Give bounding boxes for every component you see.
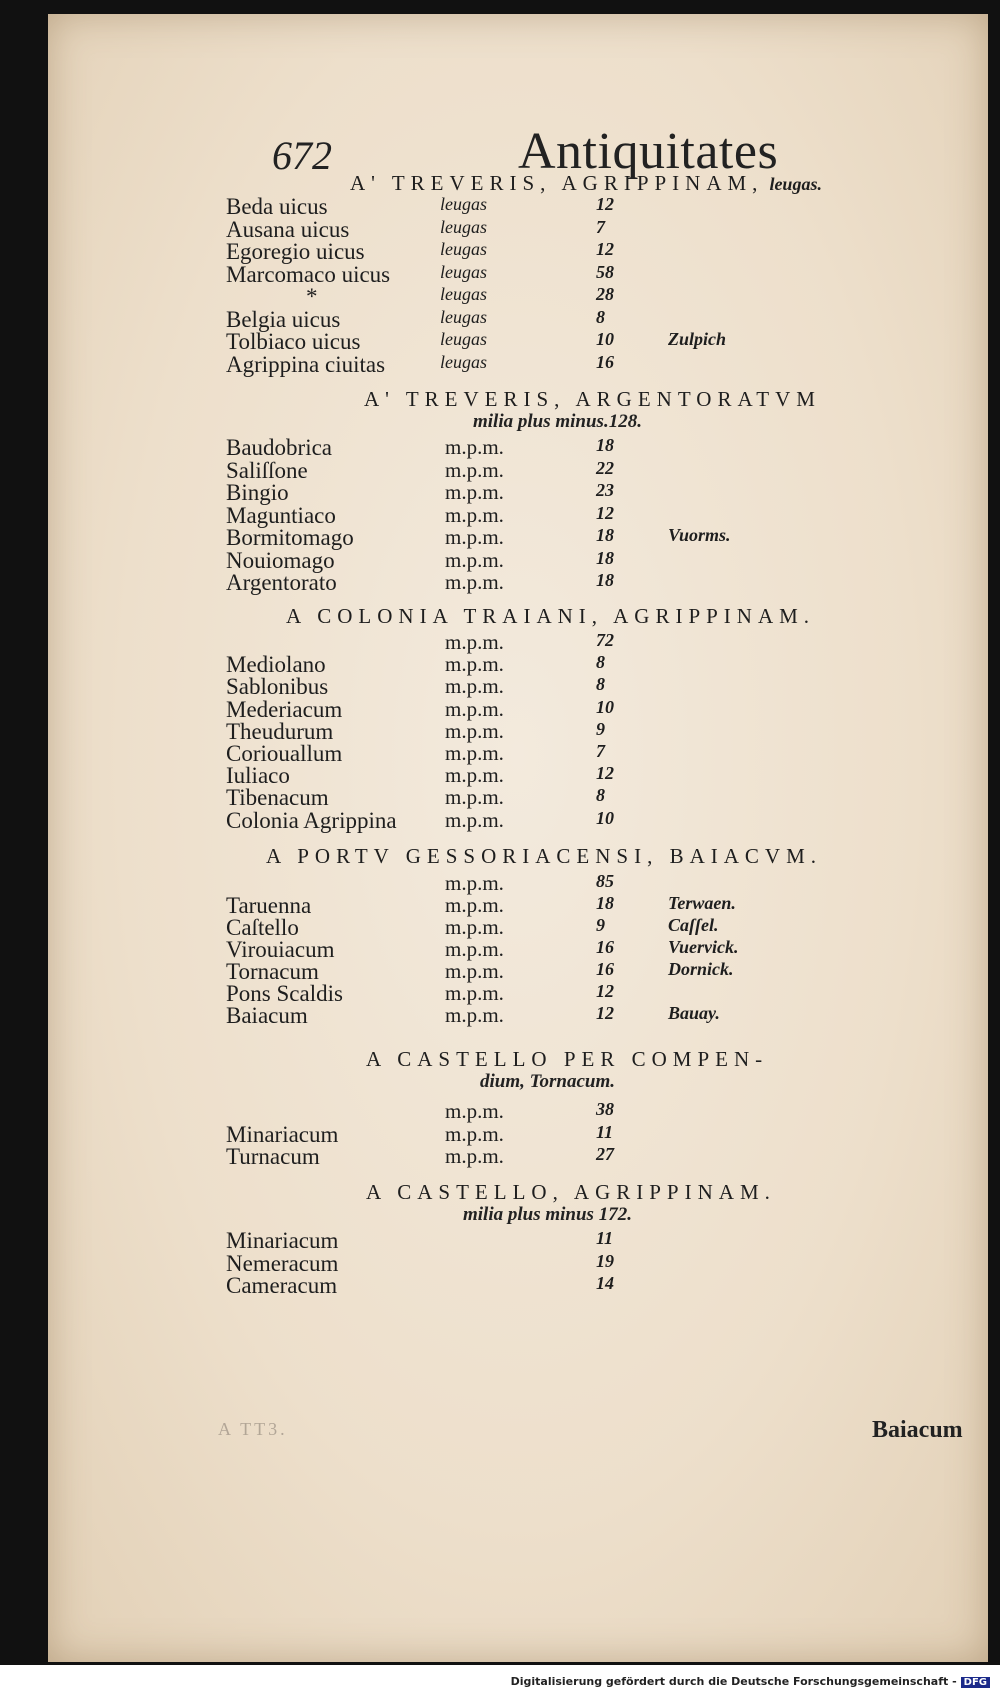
distance-value: 9	[596, 915, 605, 935]
distance-value: 8	[596, 785, 605, 806]
distance-value: 11	[596, 1121, 614, 1142]
distance-unit: m.p.m.	[445, 959, 504, 983]
modern-name: Bauay.	[668, 1003, 720, 1023]
page-number: 672	[272, 133, 332, 178]
distance-unit: leugas	[440, 194, 487, 214]
modern-name: Vuorms.	[668, 525, 731, 545]
distance-value: 38	[596, 1099, 614, 1119]
distance-unit: m.p.m.	[445, 937, 504, 961]
itinerary-row	[48, 1122, 988, 1146]
itinerary-row	[48, 937, 988, 961]
itinerary-row	[48, 674, 988, 698]
itinerary-row	[48, 570, 988, 594]
distance-value: 8	[596, 652, 605, 673]
distance-unit: leugas	[440, 239, 487, 259]
place-name: Nemeracum	[226, 1250, 339, 1276]
place-name: Tolbiaco uicus	[226, 329, 361, 354]
modern-name: Caſſel.	[668, 915, 719, 935]
distance-unit: m.p.m.	[445, 547, 504, 572]
distance-unit: m.p.m.	[445, 871, 504, 895]
distance-value: 9	[596, 718, 605, 739]
running-title: Antiquitates	[518, 123, 779, 180]
distance-value: 16	[596, 959, 614, 979]
distance-unit: m.p.m.	[445, 457, 504, 482]
place-name: Caſtello	[226, 915, 299, 940]
place-name: Maguntiaco	[226, 502, 336, 528]
route-heading-text: A' TREVERIS, ARGENTORATVM	[364, 387, 821, 411]
digitization-credit	[0, 1675, 990, 1688]
itinerary-row	[48, 503, 988, 527]
place-name: Baiacum	[226, 1003, 308, 1028]
modern-name: Dornick.	[668, 959, 734, 979]
distance-value: 18	[596, 570, 614, 590]
distance-value: 12	[596, 981, 614, 1001]
itinerary-row	[48, 1144, 988, 1168]
place-name: Pons Scaldis	[226, 981, 343, 1006]
place-name: Minariacum	[226, 1228, 339, 1253]
distance-value: 14	[596, 1273, 614, 1293]
distance-unit: m.p.m.	[445, 893, 504, 917]
place-name: Minariacum	[226, 1121, 339, 1147]
place-name: Baudobrica	[226, 435, 333, 460]
distance-value: 28	[596, 284, 614, 304]
place-name: Ausana uicus	[226, 216, 350, 242]
itinerary-row	[48, 525, 988, 549]
distance-value: 16	[596, 351, 614, 372]
distance-value: 7	[596, 216, 605, 237]
place-name: Bormitomago	[226, 525, 354, 550]
place-name: Bingio	[226, 480, 289, 505]
place-name: Tornacum	[226, 959, 319, 984]
distance-value: 22	[596, 457, 614, 478]
distance-value: 11	[596, 1228, 614, 1248]
route-heading-text: A COLONIA TRAIANI, AGRIPPINAM.	[286, 604, 816, 628]
itinerary-row	[48, 1228, 988, 1252]
distance-unit: m.p.m.	[445, 1121, 504, 1146]
itinerary-row	[48, 352, 988, 376]
itinerary-row	[48, 808, 988, 832]
route-heading	[364, 387, 821, 412]
distance-value: 18	[596, 435, 614, 455]
place-name: Nouiomago	[226, 547, 335, 573]
place-name: Mediolano	[226, 652, 326, 678]
route-heading-text: A CASTELLO PER COMPEN-	[366, 1047, 769, 1071]
place-name: Mederiacum	[226, 696, 343, 722]
distance-value: 12	[596, 194, 614, 214]
distance-value: 8	[596, 306, 605, 327]
distance-unit: m.p.m.	[445, 741, 504, 765]
modern-name: Zulpich	[668, 329, 727, 349]
itinerary-row	[48, 548, 988, 572]
distance-value: 16	[596, 937, 614, 957]
itinerary-row	[48, 1099, 988, 1123]
distance-value: 19	[596, 1250, 614, 1271]
route-heading-text: A PORTV GESSORIACENSI, BAIACVM.	[266, 844, 822, 868]
distance-value: 27	[596, 1144, 614, 1164]
itinerary-row	[48, 893, 988, 917]
distance-value: 7	[596, 741, 605, 761]
catchword: Baiacum	[872, 1417, 963, 1443]
itinerary-row	[48, 871, 988, 895]
distance-unit: leugas	[440, 261, 487, 282]
distance-unit: leugas	[440, 306, 487, 327]
distance-unit: m.p.m.	[445, 785, 504, 810]
distance-value: 58	[596, 261, 614, 282]
itinerary-row	[48, 217, 988, 241]
itinerary-row	[48, 652, 988, 676]
place-name: Egoregio uicus	[226, 239, 365, 264]
distance-unit: m.p.m.	[445, 1144, 504, 1168]
distance-unit: m.p.m.	[445, 718, 504, 743]
distance-unit: m.p.m.	[445, 525, 504, 549]
route-heading-unit: leugas.	[769, 174, 822, 194]
distance-value: 10	[596, 807, 614, 828]
itinerary-row	[48, 307, 988, 331]
distance-value: 12	[596, 763, 614, 784]
distance-unit: leugas	[440, 351, 487, 372]
dfg-logo: DFG	[961, 1677, 990, 1688]
route-heading-text: A' TREVERIS, AGRIPPINAM,	[350, 171, 764, 195]
distance-unit: leugas	[440, 329, 487, 349]
distance-unit: m.p.m.	[445, 807, 504, 832]
place-name: Coriouallum	[226, 741, 343, 766]
itinerary-row	[48, 329, 988, 353]
distance-unit: leugas	[440, 216, 487, 237]
distance-value: 18	[596, 893, 614, 913]
distance-value: 10	[596, 329, 614, 349]
itinerary-row	[48, 915, 988, 939]
credit-text: Digitalisierung gefördert durch die Deutsche Forschungsgemeinschaft -	[510, 1675, 957, 1688]
distance-unit: m.p.m.	[445, 763, 504, 788]
route-heading	[286, 604, 815, 629]
place-name: Theudurum	[226, 718, 334, 744]
distance-value: 18	[596, 547, 614, 568]
itinerary-row	[48, 480, 988, 504]
distance-unit: m.p.m.	[445, 480, 504, 504]
distance-value: 10	[596, 696, 614, 717]
distance-unit: m.p.m.	[445, 981, 504, 1005]
route-heading-text: A CASTELLO, AGRIPPINAM.	[366, 1180, 776, 1204]
bleed-through-mark: A TT3.	[218, 1419, 288, 1439]
place-name: Taruenna	[226, 893, 312, 918]
itinerary-row	[48, 284, 988, 308]
itinerary-row	[48, 458, 988, 482]
distance-value: 18	[596, 525, 614, 545]
route-subheading: milia plus minus 172.	[463, 1204, 632, 1225]
itinerary-row	[48, 697, 988, 721]
place-name: Agrippina ciuitas	[226, 351, 386, 377]
itinerary-row	[48, 239, 988, 263]
itinerary-row	[48, 981, 988, 1005]
distance-value: 85	[596, 871, 614, 891]
route-heading	[266, 844, 822, 869]
itinerary-row	[48, 959, 988, 983]
itinerary-row	[48, 1273, 988, 1297]
distance-unit: m.p.m.	[445, 570, 504, 594]
modern-name: Vuervick.	[668, 937, 739, 957]
route-heading	[366, 1180, 776, 1205]
distance-value: 72	[596, 630, 614, 650]
distance-unit: leugas	[440, 284, 487, 304]
place-name: Beda uicus	[226, 194, 328, 219]
itinerary-row	[48, 435, 988, 459]
itinerary-row	[48, 1003, 988, 1027]
place-name: Marcomaco uicus	[226, 261, 391, 287]
modern-name: Terwaen.	[668, 893, 736, 913]
itinerary-row	[48, 763, 988, 787]
place-name: Tibenacum	[226, 785, 329, 811]
distance-unit: m.p.m.	[445, 1099, 504, 1123]
route-heading	[350, 171, 822, 196]
distance-value: 23	[596, 480, 614, 500]
itinerary-row	[48, 741, 988, 765]
route-subheading: milia plus minus.128.	[473, 411, 642, 432]
distance-value: 12	[596, 239, 614, 259]
distance-unit: m.p.m.	[445, 915, 504, 939]
distance-value: 12	[596, 1003, 614, 1023]
place-name: Iuliaco	[226, 763, 290, 789]
distance-unit: m.p.m.	[445, 630, 504, 654]
distance-unit: m.p.m.	[445, 696, 504, 721]
place-name: *	[306, 284, 318, 309]
itinerary-row	[48, 630, 988, 654]
place-name: Virouiacum	[226, 937, 335, 962]
route-heading	[366, 1047, 768, 1072]
route-subheading: dium, Tornacum.	[480, 1071, 615, 1092]
distance-unit: m.p.m.	[445, 652, 504, 677]
itinerary-row	[48, 719, 988, 743]
distance-unit: m.p.m.	[445, 502, 504, 527]
book-page	[48, 14, 988, 1662]
place-name: Sablonibus	[226, 674, 329, 700]
itinerary-row	[48, 1251, 988, 1275]
place-name: Turnacum	[226, 1144, 320, 1169]
itinerary-row	[48, 262, 988, 286]
place-name: Cameracum	[226, 1273, 338, 1298]
place-name: Belgia uicus	[226, 306, 341, 332]
distance-unit: m.p.m.	[445, 435, 504, 459]
place-name: Colonia Agrippina	[226, 807, 397, 833]
itinerary-row	[48, 194, 988, 218]
distance-value: 8	[596, 674, 605, 695]
distance-unit: m.p.m.	[445, 1003, 504, 1027]
distance-value: 12	[596, 502, 614, 523]
place-name: Saliſſone	[226, 457, 308, 483]
itinerary-row	[48, 785, 988, 809]
place-name: Argentorato	[226, 570, 337, 595]
distance-unit: m.p.m.	[445, 674, 504, 699]
